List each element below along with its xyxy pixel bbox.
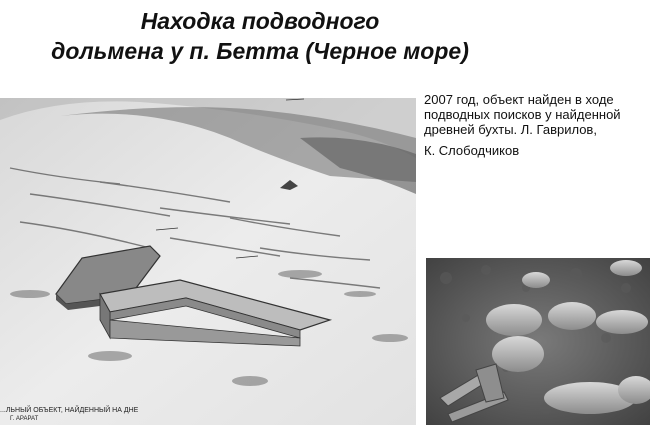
- dolmen-sketch-image: [0, 98, 416, 425]
- caption-block: [424, 92, 624, 158]
- sketch-signature: Г. АРАРАТ: [10, 416, 39, 422]
- caption-author: К. Слободчиков: [424, 143, 520, 158]
- title-line-2: дольмена у п. Бетта (Черное море): [51, 38, 469, 64]
- slide-title: [0, 6, 520, 66]
- sketch-inscription: ...ЛЬНЫЙ ОБЪЕКТ, НАЙДЕННЫЙ НА ДНЕ: [0, 407, 139, 414]
- title-line-1: Находка подводного: [140, 8, 380, 34]
- caption-text: 2007 год, объект найден в ходе подводных поисков у найденной древней бухты. Л. Гаврилов,: [424, 92, 621, 137]
- underwater-photo: [426, 258, 650, 425]
